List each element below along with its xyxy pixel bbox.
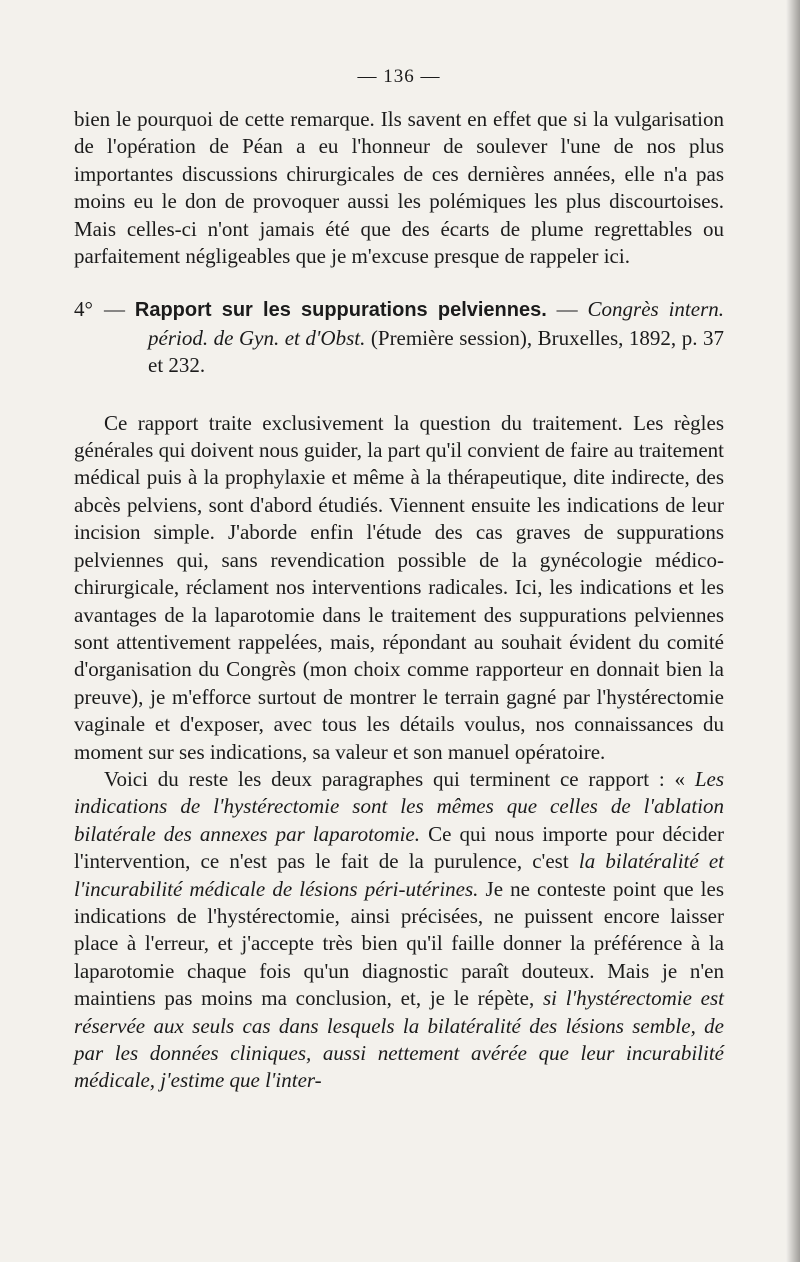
entry-dash: —	[556, 297, 578, 322]
page-edge-shadow	[786, 0, 800, 1262]
paragraph-quotation	[74, 766, 724, 1095]
bibliography-entry	[74, 296, 724, 379]
quote-intro: Voici du reste les deux paragraphes qui terminent ce rapport :	[104, 766, 665, 791]
entry-title: Rapport sur les suppurations pelviennes.	[134, 299, 547, 322]
book-page	[74, 66, 724, 1095]
page-number: — 136 —	[357, 66, 441, 87]
entry-details: (Première session), Bruxelles, 1892, p. 37 et 232.	[148, 325, 724, 378]
quote-italic-3: si l'hystérectomie est réservée aux seuls cas dans lesquels la bilatéralité des lésions semble, de par les données cliniques, aussi nettement avérée que leur incurabilité médicale, j'estime que l'inter-	[74, 986, 725, 1093]
quote-italic-1: Les indications de l'hystérectomie sont les mêmes que celles de l'ablation bilatérale des annexes par laparotomie.	[74, 766, 725, 846]
paragraph-continuation: bien le pourquoi de cette remarque. Ils savent en effet que si la vulgarisation de l'opération de Péan a eu l'honneur de soulever l'une de nos plus importantes discussions chirurgicales de ces dernières années, elle n'a pas moins eu le don de provoquer aussi les polémiques les plus discourtoises. Mais celles-ci n'ont jamais été que des écarts de plume regrettables ou parfaitement négligeables que je m'excuse presque de rappeler ici.	[74, 107, 724, 269]
quote-text-2: Je ne conteste point que les indications de l'hystérectomie, ainsi précisées, ne puissent encore laisser place à l'erreur, et j'accepte très bien qu'il faille donner la préférence à la laparotomie chaque fois qu'un diagnostic paraît douteux. Mais je n'en maintiens pas moins ma conclusion, et, je le répète,	[74, 876, 724, 1011]
quote-text-1: Ce qui nous importe pour décider l'intervention, ce n'est pas le fait de la purulence, c'est	[74, 821, 725, 874]
entry-venue: Congrès intern. périod. de Gyn. et d'Obst.	[148, 297, 725, 350]
entry-dash: —	[104, 297, 125, 322]
entry-number: 4°	[74, 297, 93, 322]
quote-italic-2: la bilatéralité et l'incurabilité médicale de lésions péri-utérines.	[74, 849, 725, 901]
quote-open-mark: «	[674, 766, 686, 791]
paragraph-report-summary: Ce rapport traite exclusivement la question du traitement. Les règles générales qui doivent nous guider, la part qu'il convient de faire au traitement médical puis à la prophylaxie et même à la thérapeutique, dite indirecte, des abcès pelviens, sont d'abord étudiés. Viennent ensuite les indications de leur incision simple. J'aborde enfin l'étude des cas graves de suppurations pelviennes qui, sans revendication possible de la gynécologie médico-chirurgicale, réclament nos interventions radicales. Ici, les indications et les avantages de la laparotomie dans le traitement des suppurations pelviennes sont attentivement rappelées, mais, répondant au souhait évident du comité d'organisation du Congrès (mon choix comme rapporteur en donnait bien la preuve), je m'efforce surtout de montrer le terrain gagné par l'hystérectomie vaginale et d'exposer, avec tous les détails voulus, nos connaissances du moment sur ses indications, sa valeur et son manuel opératoire.	[74, 410, 724, 764]
